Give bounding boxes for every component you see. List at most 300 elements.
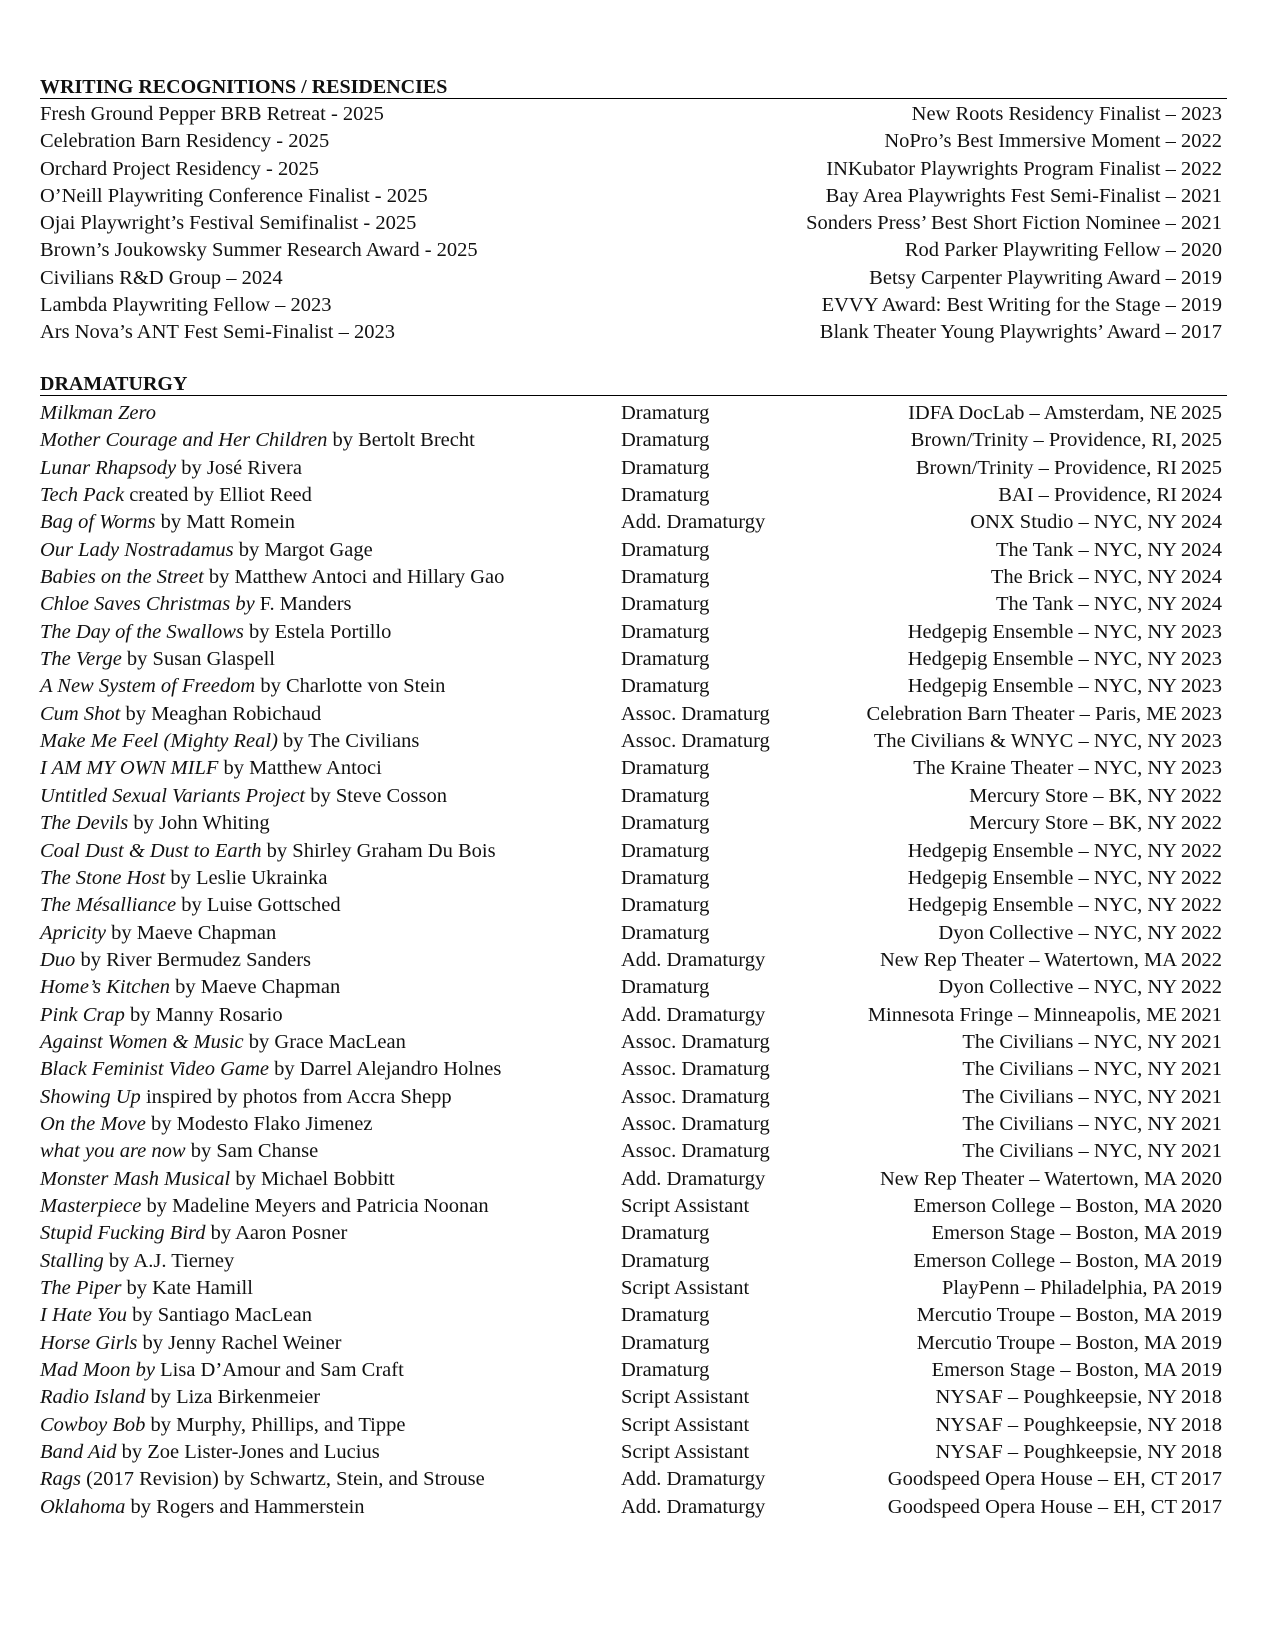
production-venue: Brown/Trinity – Providence, RI, bbox=[910, 429, 1177, 452]
production-year: 2019 bbox=[1181, 1249, 1222, 1272]
production-role: Dramaturg bbox=[621, 1222, 710, 1245]
production-author: by The Civilians bbox=[277, 730, 420, 753]
recognitions-left-column bbox=[40, 101, 478, 347]
production-author: by Margot Gage bbox=[233, 538, 373, 561]
production-role: Dramaturg bbox=[621, 456, 710, 479]
production-author: by José Rivera bbox=[176, 456, 302, 479]
production-title: Duo bbox=[40, 948, 76, 971]
dramaturgy-row bbox=[40, 1166, 1236, 1193]
production-credit bbox=[40, 1193, 489, 1220]
production-venue: NYSAF – Poughkeepsie, NY bbox=[935, 1386, 1177, 1409]
dramaturgy-row bbox=[40, 974, 1236, 1001]
production-title: Oklahoma bbox=[40, 1495, 126, 1518]
production-credit bbox=[40, 755, 382, 782]
production-role: Dramaturg bbox=[621, 648, 710, 671]
production-year: 2023 bbox=[1181, 757, 1222, 780]
production-credit bbox=[40, 673, 445, 700]
dramaturgy-row bbox=[40, 783, 1236, 810]
dramaturgy-row bbox=[40, 482, 1236, 509]
production-venue: Emerson Stage – Boston, MA bbox=[931, 1359, 1177, 1382]
production-credit bbox=[40, 783, 447, 810]
production-year: 2023 bbox=[1181, 648, 1222, 671]
production-title: Rags bbox=[40, 1468, 81, 1491]
production-credit bbox=[40, 1330, 341, 1357]
recognition-item: Rod Parker Playwriting Fellow – 2020 bbox=[904, 239, 1222, 262]
production-author: by Modesto Flako Jimenez bbox=[145, 1112, 373, 1135]
production-author: by Darrel Alejandro Holnes bbox=[269, 1058, 502, 1081]
production-venue: The Brick – NYC, NY bbox=[990, 566, 1177, 589]
dramaturgy-row bbox=[40, 509, 1236, 536]
dramaturgy-row bbox=[40, 1466, 1236, 1493]
production-author: by Maeve Chapman bbox=[106, 921, 277, 944]
production-title: On the Move bbox=[40, 1112, 146, 1135]
production-credit bbox=[40, 1494, 365, 1521]
production-role: Add. Dramaturgy bbox=[621, 1003, 766, 1026]
recognition-item: Sonders Press’ Best Short Fiction Nominee – 2021 bbox=[806, 212, 1222, 235]
production-title: The Devils bbox=[40, 812, 129, 835]
production-author: by Charlotte von Stein bbox=[255, 675, 446, 698]
production-author: by Matt Romein bbox=[155, 511, 295, 534]
production-venue: Dyon Collective – NYC, NY bbox=[938, 921, 1177, 944]
production-role: Dramaturg bbox=[621, 429, 710, 452]
production-year: 2020 bbox=[1181, 1167, 1222, 1190]
dramaturgy-row bbox=[40, 1111, 1236, 1138]
production-credit bbox=[40, 701, 321, 728]
production-venue: NYSAF – Poughkeepsie, NY bbox=[935, 1441, 1177, 1464]
production-role: Dramaturg bbox=[621, 538, 710, 561]
production-credit bbox=[40, 482, 312, 509]
production-credit bbox=[40, 1138, 318, 1165]
production-credit bbox=[40, 1002, 283, 1029]
production-author: by Madeline Meyers and Patricia Noonan bbox=[141, 1194, 489, 1217]
production-credit bbox=[40, 591, 352, 618]
dramaturgy-row bbox=[40, 1330, 1236, 1357]
production-author: by Bertolt Brecht bbox=[327, 429, 475, 452]
production-author: by Manny Rosario bbox=[124, 1003, 283, 1026]
production-role: Dramaturg bbox=[621, 1359, 710, 1382]
production-venue: New Rep Theater – Watertown, MA bbox=[879, 948, 1177, 971]
dramaturgy-row bbox=[40, 1193, 1236, 1220]
dramaturgy-row bbox=[40, 1494, 1236, 1521]
production-year: 2019 bbox=[1181, 1359, 1222, 1382]
production-author: by Santiago MacLean bbox=[126, 1304, 312, 1327]
production-venue: The Civilians – NYC, NY bbox=[962, 1140, 1177, 1163]
production-title: Stalling bbox=[40, 1249, 104, 1272]
production-venue: Minnesota Fringe – Minneapolis, ME bbox=[867, 1003, 1177, 1026]
production-author: by Estela Portillo bbox=[243, 620, 392, 643]
production-title: Milkman Zero bbox=[40, 402, 156, 424]
production-year: 2017 bbox=[1181, 1495, 1222, 1518]
production-credit bbox=[40, 1029, 406, 1056]
production-year: 2024 bbox=[1181, 538, 1222, 561]
recognition-item: Civilians R&D Group – 2024 bbox=[40, 266, 283, 289]
production-author: by Michael Bobbitt bbox=[230, 1167, 395, 1190]
production-venue: BAI – Providence, RI bbox=[998, 484, 1177, 507]
production-year: 2022 bbox=[1181, 784, 1222, 807]
production-credit bbox=[40, 400, 156, 427]
dramaturgy-row bbox=[40, 701, 1236, 728]
recognition-item: Ars Nova’s ANT Fest Semi-Finalist – 2023 bbox=[40, 321, 395, 344]
recognition-item: Brown’s Joukowsky Summer Research Award - 2025 bbox=[40, 239, 478, 262]
production-venue: Goodspeed Opera House – EH, CT bbox=[887, 1468, 1177, 1491]
production-title: Mother Courage and Her Children bbox=[40, 429, 328, 452]
production-role: Dramaturg bbox=[621, 921, 710, 944]
production-title: Stupid Fucking Bird bbox=[40, 1222, 206, 1245]
production-year: 2019 bbox=[1181, 1304, 1222, 1327]
production-role: Dramaturg bbox=[621, 757, 710, 780]
production-title: Home’s Kitchen bbox=[40, 976, 171, 999]
dramaturgy-row bbox=[40, 646, 1236, 673]
production-venue: PlayPenn – Philadelphia, PA bbox=[942, 1277, 1177, 1299]
production-title: Against Women & Music bbox=[40, 1030, 244, 1053]
production-credit bbox=[40, 1056, 501, 1083]
production-role: Assoc. Dramaturg bbox=[621, 1112, 770, 1135]
production-title: Untitled Sexual Variants Project bbox=[40, 784, 306, 807]
production-title: I Hate You bbox=[40, 1304, 127, 1327]
recognition-item: Celebration Barn Residency - 2025 bbox=[40, 130, 330, 153]
production-role: Script Assistant bbox=[621, 1277, 750, 1299]
dramaturgy-row bbox=[40, 865, 1236, 892]
production-role: Dramaturg bbox=[621, 566, 710, 589]
production-author: (2017 Revision) by Schwartz, Stein, and Strouse bbox=[81, 1468, 485, 1491]
production-year: 2021 bbox=[1181, 1140, 1222, 1163]
dramaturgy-row bbox=[40, 1357, 1236, 1384]
recognition-item: EVVY Award: Best Writing for the Stage – 2019 bbox=[821, 294, 1222, 317]
production-year: 2022 bbox=[1181, 866, 1222, 889]
production-year: 2019 bbox=[1181, 1222, 1222, 1245]
production-venue: Hedgepig Ensemble – NYC, NY bbox=[907, 894, 1177, 917]
production-role: Add. Dramaturgy bbox=[621, 511, 766, 534]
production-credit bbox=[40, 1466, 485, 1493]
production-credit bbox=[40, 1439, 380, 1466]
production-role: Dramaturg bbox=[621, 976, 710, 999]
production-title: Chloe Saves Christmas by bbox=[40, 593, 255, 616]
production-role: Assoc. Dramaturg bbox=[621, 730, 770, 753]
recognition-item: Betsy Carpenter Playwriting Award – 2019 bbox=[869, 266, 1222, 289]
production-credit bbox=[40, 1220, 347, 1247]
production-credit bbox=[40, 646, 275, 673]
dramaturgy-row bbox=[40, 755, 1236, 782]
production-venue: ONX Studio – NYC, NY bbox=[970, 511, 1177, 534]
dramaturgy-row bbox=[40, 1384, 1236, 1411]
dramaturgy-heading: DRAMATURGY bbox=[40, 373, 1227, 396]
dramaturgy-row bbox=[40, 1002, 1236, 1029]
production-role: Dramaturg bbox=[621, 402, 710, 424]
production-title: Radio Island bbox=[40, 1386, 146, 1409]
production-credit bbox=[40, 920, 276, 947]
production-title: Cum Shot bbox=[40, 702, 121, 725]
production-author: by Liza Birkenmeier bbox=[145, 1386, 321, 1409]
production-year: 2021 bbox=[1181, 1058, 1222, 1081]
production-author: Lisa D’Amour and Sam Craft bbox=[155, 1359, 404, 1382]
production-credit bbox=[40, 1166, 395, 1193]
production-year: 2025 bbox=[1181, 429, 1222, 452]
production-title: Cowboy Bob bbox=[40, 1413, 146, 1436]
production-author: by Shirley Graham Du Bois bbox=[261, 839, 496, 862]
production-role: Assoc. Dramaturg bbox=[621, 1140, 770, 1163]
production-venue: Mercury Store – BK, NY bbox=[969, 784, 1177, 807]
production-credit bbox=[40, 728, 419, 755]
production-role: Dramaturg bbox=[621, 866, 710, 889]
production-venue: Mercutio Troupe – Boston, MA bbox=[916, 1331, 1177, 1354]
production-year: 2022 bbox=[1181, 921, 1222, 944]
production-credit bbox=[40, 619, 391, 646]
production-title: Pink Crap bbox=[40, 1003, 125, 1026]
resume-page bbox=[40, 76, 1236, 1518]
production-author: by Rogers and Hammerstein bbox=[125, 1495, 365, 1518]
production-role: Dramaturg bbox=[621, 1304, 710, 1327]
production-title: The Mésalliance bbox=[40, 894, 177, 917]
dramaturgy-row bbox=[40, 1302, 1236, 1329]
dramaturgy-row bbox=[40, 1138, 1236, 1165]
production-title: Band Aid bbox=[40, 1441, 117, 1464]
dramaturgy-row bbox=[40, 1029, 1236, 1056]
production-role: Assoc. Dramaturg bbox=[621, 702, 770, 725]
production-title: Showing Up bbox=[40, 1085, 141, 1108]
production-venue: Celebration Barn Theater – Paris, ME bbox=[866, 702, 1177, 725]
production-author: by Zoe Lister-Jones and Lucius bbox=[116, 1441, 380, 1464]
production-author: by Maeve Chapman bbox=[170, 976, 341, 999]
production-author: by Susan Glaspell bbox=[121, 648, 275, 671]
production-author: by Meaghan Robichaud bbox=[120, 702, 322, 725]
dramaturgy-row bbox=[40, 455, 1236, 482]
production-title: Lunar Rhapsody bbox=[40, 456, 177, 479]
production-title: Our Lady Nostradamus bbox=[40, 538, 234, 561]
production-title: Coal Dust & Dust to Earth bbox=[40, 839, 262, 862]
production-role: Add. Dramaturgy bbox=[621, 948, 766, 971]
dramaturgy-row bbox=[40, 564, 1236, 591]
production-author: by Aaron Posner bbox=[205, 1222, 348, 1245]
production-venue: Hedgepig Ensemble – NYC, NY bbox=[907, 648, 1177, 671]
production-venue: Hedgepig Ensemble – NYC, NY bbox=[907, 866, 1177, 889]
production-credit bbox=[40, 1275, 253, 1302]
production-year: 2023 bbox=[1181, 675, 1222, 698]
production-title: The Piper bbox=[40, 1277, 122, 1299]
production-venue: The Civilians – NYC, NY bbox=[962, 1058, 1177, 1081]
production-author: by River Bermudez Sanders bbox=[75, 948, 312, 971]
production-year: 2018 bbox=[1181, 1386, 1222, 1409]
production-title: Tech Pack bbox=[40, 484, 125, 507]
production-credit bbox=[40, 509, 295, 536]
production-year: 2018 bbox=[1181, 1413, 1222, 1436]
dramaturgy-row bbox=[40, 1084, 1236, 1111]
production-role: Dramaturg bbox=[621, 484, 710, 507]
production-credit bbox=[40, 947, 311, 974]
dramaturgy-row bbox=[40, 427, 1236, 454]
dramaturgy-row bbox=[40, 728, 1236, 755]
production-role: Script Assistant bbox=[621, 1386, 750, 1409]
dramaturgy-row bbox=[40, 1275, 1236, 1302]
production-credit bbox=[40, 1248, 234, 1275]
production-title: Apricity bbox=[40, 921, 107, 944]
recognition-item: New Roots Residency Finalist – 2023 bbox=[911, 103, 1222, 125]
production-credit bbox=[40, 892, 341, 919]
production-author: by Grace MacLean bbox=[243, 1030, 406, 1053]
dramaturgy-row bbox=[40, 1412, 1236, 1439]
dramaturgy-row bbox=[40, 810, 1236, 837]
dramaturgy-row bbox=[40, 619, 1236, 646]
dramaturgy-row bbox=[40, 537, 1236, 564]
production-venue: Hedgepig Ensemble – NYC, NY bbox=[907, 620, 1177, 643]
production-year: 2024 bbox=[1181, 484, 1222, 507]
production-year: 2022 bbox=[1181, 976, 1222, 999]
production-year: 2021 bbox=[1181, 1030, 1222, 1053]
production-year: 2019 bbox=[1181, 1277, 1222, 1299]
production-title: Masterpiece bbox=[40, 1194, 142, 1217]
production-author: F. Manders bbox=[254, 593, 352, 616]
production-venue: Emerson Stage – Boston, MA bbox=[931, 1222, 1177, 1245]
production-title: Horse Girls bbox=[40, 1331, 138, 1354]
production-role: Dramaturg bbox=[621, 1249, 710, 1272]
production-role: Dramaturg bbox=[621, 784, 710, 807]
production-role: Assoc. Dramaturg bbox=[621, 1030, 770, 1053]
recognition-item: Ojai Playwright’s Festival Semifinalist - 2025 bbox=[40, 212, 417, 235]
production-author: by Luise Gottsched bbox=[176, 894, 341, 917]
dramaturgy-row bbox=[40, 400, 1236, 427]
production-year: 2022 bbox=[1181, 812, 1222, 835]
production-author: inspired by photos from Accra Shepp bbox=[140, 1085, 452, 1108]
production-title: Bag of Worms bbox=[40, 511, 156, 534]
production-author: by Kate Hamill bbox=[121, 1277, 253, 1299]
dramaturgy-list bbox=[40, 400, 1236, 1521]
production-credit bbox=[40, 1384, 320, 1411]
production-year: 2021 bbox=[1181, 1085, 1222, 1108]
production-author: by Steve Cosson bbox=[305, 784, 447, 807]
dramaturgy-row bbox=[40, 838, 1236, 865]
production-credit bbox=[40, 974, 340, 1001]
production-credit bbox=[40, 1357, 404, 1384]
production-year: 2025 bbox=[1181, 456, 1222, 479]
recognition-item: Fresh Ground Pepper BRB Retreat - 2025 bbox=[40, 103, 384, 125]
production-venue: The Civilians – NYC, NY bbox=[962, 1112, 1177, 1135]
production-role: Add. Dramaturgy bbox=[621, 1495, 766, 1518]
production-role: Dramaturg bbox=[621, 593, 710, 616]
production-credit bbox=[40, 865, 328, 892]
production-role: Dramaturg bbox=[621, 675, 710, 698]
recognition-item: Blank Theater Young Playwrights’ Award – 2017 bbox=[819, 321, 1222, 344]
production-credit bbox=[40, 427, 475, 454]
production-author: by John Whiting bbox=[128, 812, 270, 835]
production-year: 2019 bbox=[1181, 1331, 1222, 1354]
production-author: by Matthew Antoci bbox=[218, 757, 382, 780]
production-year: 2021 bbox=[1181, 1112, 1222, 1135]
production-credit bbox=[40, 1412, 405, 1439]
production-title: Mad Moon by bbox=[40, 1359, 156, 1382]
production-venue: Emerson College – Boston, MA bbox=[913, 1249, 1177, 1272]
production-role: Dramaturg bbox=[621, 1331, 710, 1354]
production-role: Assoc. Dramaturg bbox=[621, 1085, 770, 1108]
production-year: 2023 bbox=[1181, 702, 1222, 725]
recognitions-right-column bbox=[806, 101, 1222, 347]
production-title: The Verge bbox=[40, 648, 122, 671]
production-venue: NYSAF – Poughkeepsie, NY bbox=[935, 1413, 1177, 1436]
production-year: 2025 bbox=[1181, 402, 1222, 424]
production-year: 2017 bbox=[1181, 1468, 1222, 1491]
production-year: 2021 bbox=[1181, 1003, 1222, 1026]
production-year: 2022 bbox=[1181, 894, 1222, 917]
recognition-item: INKubator Playwrights Program Finalist – 2022 bbox=[826, 157, 1222, 180]
production-author: by Leslie Ukrainka bbox=[165, 866, 328, 889]
dramaturgy-row bbox=[40, 591, 1236, 618]
production-venue: Dyon Collective – NYC, NY bbox=[938, 976, 1177, 999]
production-year: 2020 bbox=[1181, 1194, 1222, 1217]
production-author: by Murphy, Phillips, and Tippe bbox=[145, 1413, 406, 1436]
production-venue: The Tank – NYC, NY bbox=[996, 538, 1177, 561]
recognition-item: Bay Area Playwrights Fest Semi-Finalist – 2021 bbox=[825, 184, 1222, 207]
recognition-item: Orchard Project Residency - 2025 bbox=[40, 157, 319, 180]
production-author: by Jenny Rachel Weiner bbox=[137, 1331, 342, 1354]
production-title: The Stone Host bbox=[40, 866, 166, 889]
production-venue: Goodspeed Opera House – EH, CT bbox=[887, 1495, 1177, 1518]
production-venue: Hedgepig Ensemble – NYC, NY bbox=[907, 839, 1177, 862]
production-role: Dramaturg bbox=[621, 620, 710, 643]
production-venue: Hedgepig Ensemble – NYC, NY bbox=[907, 675, 1177, 698]
production-venue: Mercutio Troupe – Boston, MA bbox=[916, 1304, 1177, 1327]
production-venue: IDFA DocLab – Amsterdam, NE bbox=[908, 402, 1177, 424]
production-credit bbox=[40, 1111, 373, 1138]
production-title: A New System of Freedom bbox=[40, 675, 256, 698]
production-venue: The Civilians – NYC, NY bbox=[962, 1030, 1177, 1053]
recognition-item: Lambda Playwriting Fellow – 2023 bbox=[40, 294, 332, 317]
production-venue: New Rep Theater – Watertown, MA bbox=[879, 1167, 1177, 1190]
production-title: Monster Mash Musical bbox=[40, 1167, 231, 1190]
production-role: Add. Dramaturgy bbox=[621, 1167, 766, 1190]
production-role: Script Assistant bbox=[621, 1441, 750, 1464]
production-role: Dramaturg bbox=[621, 839, 710, 862]
production-year: 2022 bbox=[1181, 839, 1222, 862]
production-year: 2023 bbox=[1181, 620, 1222, 643]
production-author: by Matthew Antoci and Hillary Gao bbox=[203, 566, 505, 589]
production-credit bbox=[40, 1302, 312, 1329]
production-year: 2023 bbox=[1181, 730, 1222, 753]
production-role: Dramaturg bbox=[621, 812, 710, 835]
dramaturgy-row bbox=[40, 1056, 1236, 1083]
production-author: by A.J. Tierney bbox=[103, 1249, 235, 1272]
production-venue: Brown/Trinity – Providence, RI bbox=[915, 456, 1177, 479]
production-year: 2024 bbox=[1181, 593, 1222, 616]
production-author: created by Elliot Reed bbox=[124, 484, 312, 507]
production-role: Script Assistant bbox=[621, 1413, 750, 1436]
production-venue: Emerson College – Boston, MA bbox=[913, 1194, 1177, 1217]
recognition-item: O’Neill Playwriting Conference Finalist - 2025 bbox=[40, 184, 428, 207]
production-venue: The Tank – NYC, NY bbox=[996, 593, 1177, 616]
production-venue: The Kraine Theater – NYC, NY bbox=[913, 757, 1177, 780]
recognition-item: NoPro’s Best Immersive Moment – 2022 bbox=[884, 130, 1222, 153]
production-year: 2024 bbox=[1181, 511, 1222, 534]
production-venue: The Civilians – NYC, NY bbox=[962, 1085, 1177, 1108]
production-title: The Day of the Swallows bbox=[40, 620, 244, 643]
production-year: 2024 bbox=[1181, 566, 1222, 589]
production-venue: The Civilians & WNYC – NYC, NY bbox=[873, 730, 1177, 753]
production-title: Black Feminist Video Game bbox=[40, 1058, 270, 1081]
production-title: Make Me Feel (Mighty Real) bbox=[40, 730, 278, 753]
dramaturgy-row bbox=[40, 1439, 1236, 1466]
production-credit bbox=[40, 455, 302, 482]
dramaturgy-row bbox=[40, 1248, 1236, 1275]
dramaturgy-row bbox=[40, 673, 1236, 700]
dramaturgy-row bbox=[40, 892, 1236, 919]
production-role: Script Assistant bbox=[621, 1194, 750, 1217]
production-title: what you are now bbox=[40, 1140, 186, 1163]
recognitions-heading: WRITING RECOGNITIONS / RESIDENCIES bbox=[40, 76, 1227, 99]
production-role: Assoc. Dramaturg bbox=[621, 1058, 770, 1081]
dramaturgy-row bbox=[40, 920, 1236, 947]
dramaturgy-row bbox=[40, 1220, 1236, 1247]
production-credit bbox=[40, 537, 373, 564]
production-credit bbox=[40, 564, 504, 591]
production-role: Dramaturg bbox=[621, 894, 710, 917]
production-credit bbox=[40, 1084, 452, 1111]
